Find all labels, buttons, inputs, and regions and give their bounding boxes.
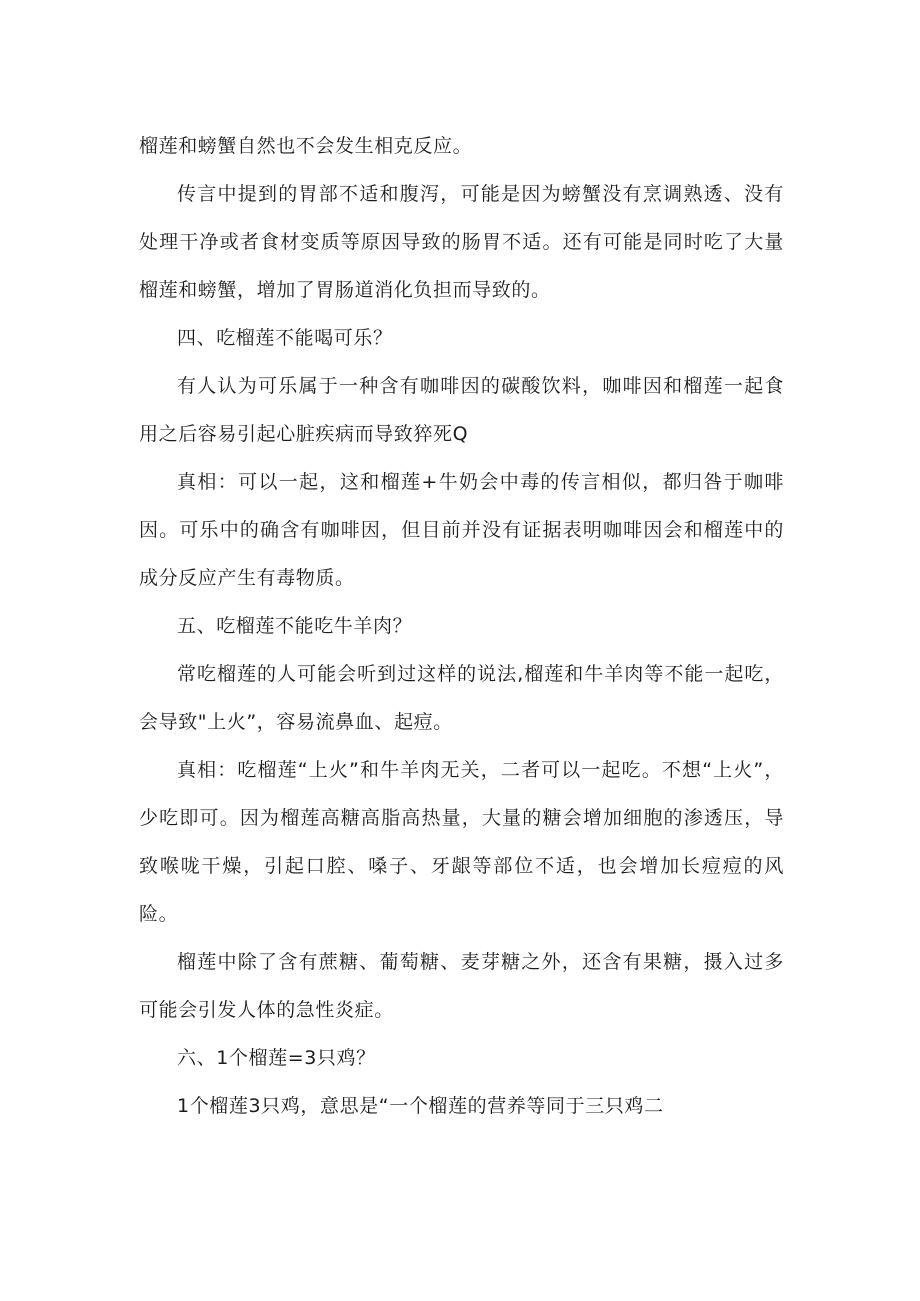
paragraph-sugar-content: 榴莲中除了含有蔗糖、葡萄糖、麦芽糖之外，还含有果糖，摄入过多可能会引发人体的急性炎症。 bbox=[139, 951, 784, 1021]
paragraph-chicken-claim: 1个榴莲3只鸡，意思是“一个榴莲的营养等同于三只鸡二 bbox=[177, 1095, 664, 1117]
paragraph-crab-discomfort: 传言中提到的胃部不适和腹泻，可能是因为螃蟹没有烹调熟透、没有处理干净或者食材变质等原因导致的肠胃不适。还有可能是同时吃了大量榴莲和螃蟹，增加了胃肠道消化负担而导致的。 bbox=[139, 183, 784, 301]
paragraph-continuation: 榴莲和螃蟹自然也不会发生相克反应。 bbox=[139, 135, 473, 157]
paragraph-cola-claim: 有人认为可乐属于一种含有咖啡因的碳酸饮料，咖啡因和榴莲一起食用之后容易引起心脏疾病而导致猝死Q bbox=[139, 375, 784, 445]
section-heading-beef-mutton: 五、吃榴莲不能吃牛羊肉？ bbox=[177, 615, 413, 637]
section-heading-chicken: 六、1个榴莲=3只鸡？ bbox=[177, 1047, 376, 1069]
paragraph-beef-mutton-truth: 真相：吃榴莲“上火”和牛羊肉无关，二者可以一起吃。不想“上火”，少吃即可。因为榴莲高糖高脂高热量，大量的糖会增加细胞的渗透压，导致喉咙干燥，引起口腔、嗓子、牙龈等部位不适，也会增加长痘痘的风险。 bbox=[139, 759, 784, 925]
paragraph-beef-mutton-claim: 常吃榴莲的人可能会听到过这样的说法,榴莲和牛羊肉等不能一起吃，会导致"上火”，容易流鼻血、起痘。 bbox=[139, 663, 784, 733]
document-body bbox=[139, 122, 784, 1130]
section-heading-cola: 四、吃榴莲不能喝可乐？ bbox=[177, 327, 393, 349]
paragraph-cola-truth: 真相：可以一起，这和榴莲+牛奶会中毒的传言相似，都归咎于咖啡因。可乐中的确含有咖啡因，但目前并没有证据表明咖啡因会和榴莲中的成分反应产生有毒物质。 bbox=[139, 471, 784, 589]
